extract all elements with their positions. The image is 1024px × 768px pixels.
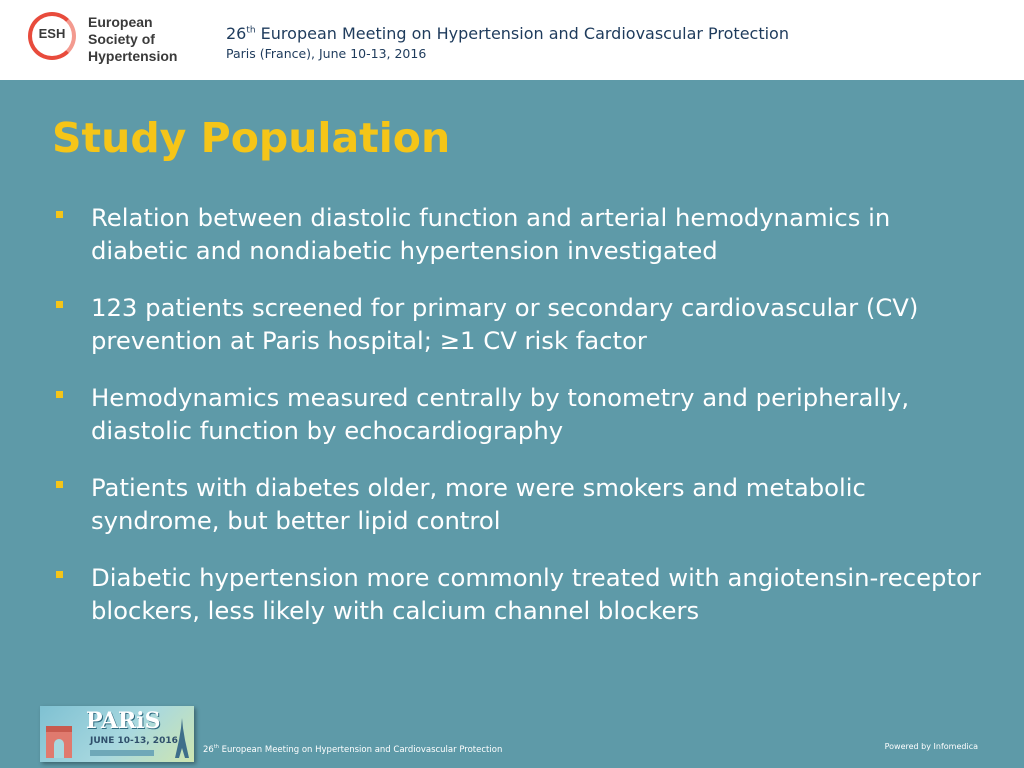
bullet-text: Hemodynamics measured centrally by tonometry and peripherally, diastolic function by echocardiography [91, 383, 910, 445]
bullet-list [52, 202, 992, 652]
paris-congress-badge [40, 706, 194, 762]
slide-title: Study Population [52, 114, 451, 162]
bullet-text: Diabetic hypertension more commonly treated with angiotensin-receptor blockers, less likely with calcium channel blockers [91, 563, 981, 625]
badge-dates: JUNE 10-13, 2016 [90, 736, 178, 746]
square-bullet-icon [56, 481, 63, 488]
square-bullet-icon [56, 391, 63, 398]
bullet-text: 123 patients screened for primary or secondary cardiovascular (CV) prevention at Paris hospital; ≥1 CV risk factor [91, 293, 919, 355]
event-subtitle: Paris (France), June 10-13, 2016 [226, 46, 427, 61]
logo-line: Society of [88, 31, 155, 47]
square-bullet-icon [56, 571, 63, 578]
badge-city: PARiS [86, 708, 161, 734]
footer-event-title-text: European Meeting on Hypertension and Cardiovascular Protection [218, 744, 503, 755]
bullet-item [52, 382, 992, 447]
header-bar [0, 0, 1024, 80]
event-title [226, 24, 789, 43]
logo-mark: ESH [38, 26, 66, 41]
footer-event-ordinal: th [213, 744, 219, 750]
square-bullet-icon [56, 301, 63, 308]
event-title-text: European Meeting on Hypertension and Cardiovascular Protection [255, 24, 789, 43]
logo-line: European [88, 14, 153, 30]
bullet-item [52, 202, 992, 267]
logo-line: Hypertension [88, 48, 178, 64]
eiffel-tower-icon [174, 718, 190, 758]
bullet-item [52, 472, 992, 537]
badge-strip [90, 750, 154, 756]
event-ordinal: th [246, 25, 256, 36]
bullet-text: Relation between diastolic function and arterial hemodynamics in diabetic and nondiabetic hypertension investigated [91, 203, 891, 265]
square-bullet-icon [56, 211, 63, 218]
footer-event-number: 26 [203, 744, 214, 755]
bullet-item [52, 562, 992, 627]
arc-de-triomphe-icon [46, 726, 72, 758]
logo-wordmark [88, 14, 198, 65]
powered-by: Powered by Infomedica [884, 742, 978, 751]
bullet-text: Patients with diabetes older, more were smokers and metabolic syndrome, but better lipid control [91, 473, 866, 535]
esh-logo [28, 12, 198, 70]
bullet-item [52, 292, 992, 357]
footer-event-title [203, 744, 502, 755]
event-number: 26 [226, 24, 247, 43]
